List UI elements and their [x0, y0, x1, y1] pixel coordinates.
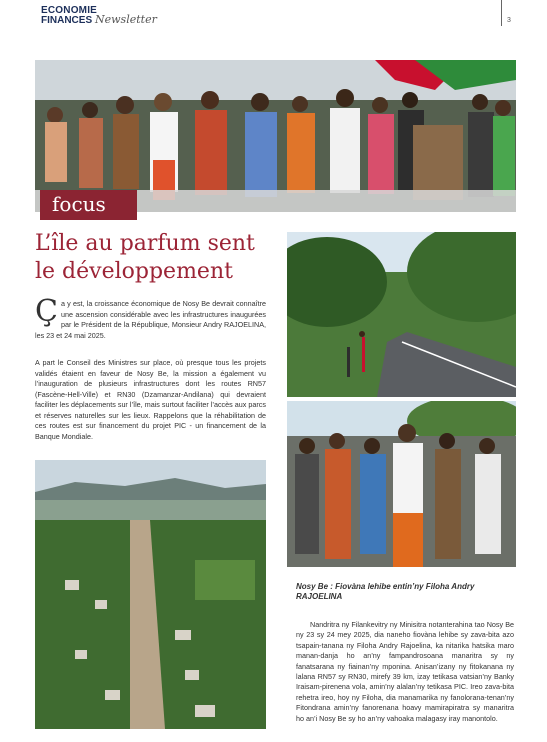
newsletter-logo: [41, 5, 157, 27]
logo-line-2: FINANCES: [41, 15, 93, 26]
section-tag-label: focus: [52, 192, 106, 216]
body-paragraph: A part le Conseil des Ministres sur place, où presque tous les projets validés étaient en faveur de Nosy Be, la mission a également vu l’inauguration de plusieurs infrastructures dont les routes RN57 (Fascène-Hell-Ville) et RN30 (Dzamanzar-Andilana) qui devraient faciliter les déplacements sur l’île, mais surtout faciliter l’accès aux parcs et réserves naturelles sur les lieux. Rappelons que la réhabilitation de ces routes est sur financement du projet PIC - un financement de la Banque Mondiale.: [35, 358, 266, 441]
aerial-town-photo: [35, 460, 266, 729]
article-title: L’île au parfum sent le développement: [35, 231, 255, 284]
logo-script: Newsletter: [95, 13, 157, 26]
page-number: 3: [507, 17, 511, 24]
section-tag: [40, 190, 137, 220]
lead-paragraph: [35, 294, 266, 341]
lead-text: a y est, la croissance économique de Nosy Be devrait connaître une ascension considérable avec les infrastructures inaugurées par le Président de la République, Monsieur Andry RAJOELINA, les 23 et 24 mai 2025.: [35, 299, 266, 340]
page-header: [0, 0, 547, 30]
road-photo: [287, 232, 516, 397]
drop-cap: Ç: [35, 294, 58, 329]
header-divider: [501, 0, 502, 26]
malagasy-body-paragraph: Nandritra ny Filankevitry ny Minisitra notanterahina tao Nosy Be ny 23 sy 24 mey 2025, dia naneho fiovàna lehibe sy zava-bita azo tsapain-tanana ny Filoha Andry Rajoelina, ka nitarika hatsika maro manan-danja ho an’ny fampandrosoana manaritra sy ny fanatsarana ny fiainan’ny mponina. Anisan’izany ny fitokanana ny lalana RN57 sy RN30, mirefy 39 km, izay tetikasa vatsian’ny Banky Iraisam-pirenena vola, amin’ny alalan’ny tetikasa PIC. Ireo zava-bita rehetra ireo, hoy ny Filoha, dia manamarika ny fanolorana-tenan’ny Fitondrana amin’ny fanorenana hoavy mamirapiratra sy manaritra ho an’i Nosy Be sy ho an’ny vahoaka malagasy iray manontolo.: [296, 620, 514, 723]
logo-line-1: ECONOMIE: [41, 5, 98, 16]
photo-caption: Nosy Be : Fiovàna lehibe entin’ny Filoha Andry RAJOELINA: [296, 582, 475, 601]
officials-photo: [287, 401, 516, 567]
